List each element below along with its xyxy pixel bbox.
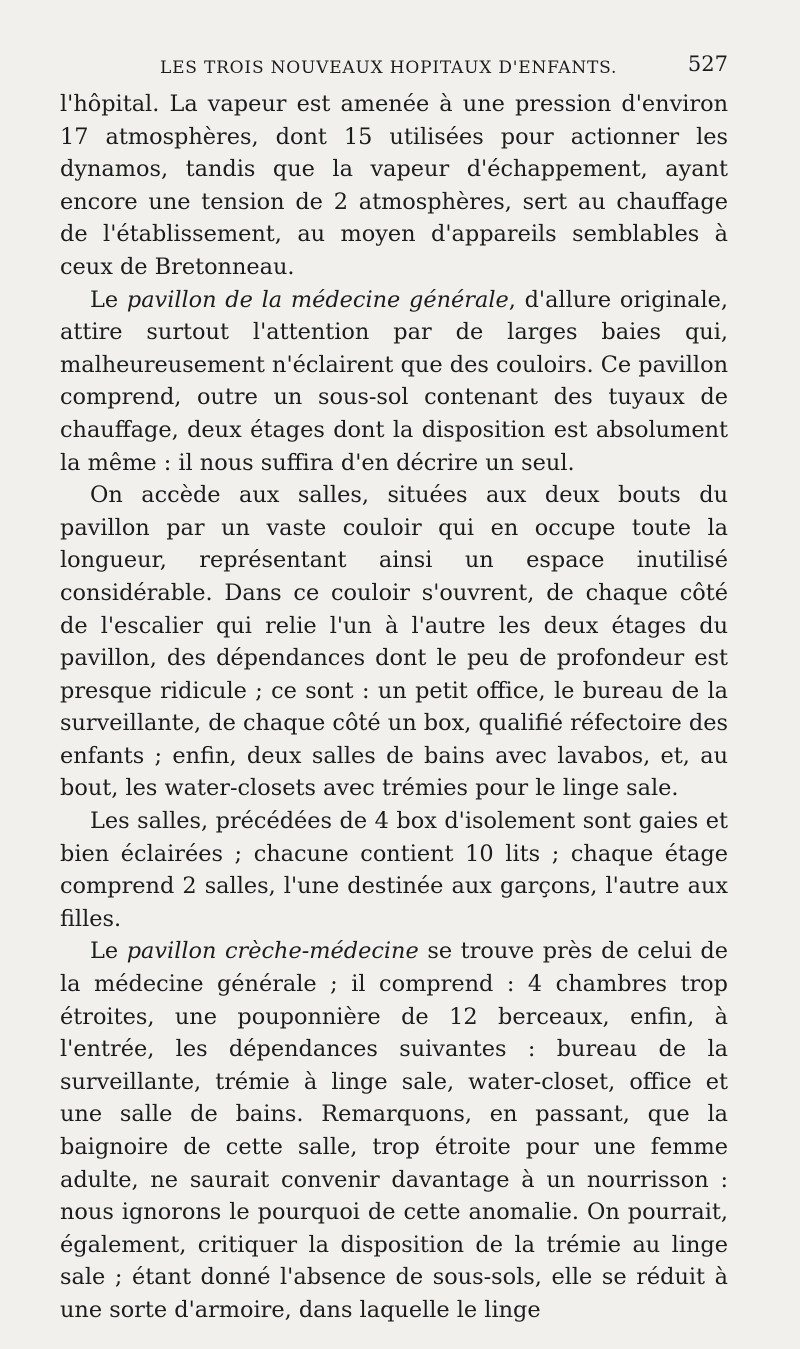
paragraph-general-medicine-pavilion [60,284,728,480]
paragraph-rest: , d'allure originale, attire surtout l'attention par de larges baies qui, malheureusement n'éclairent que des couloirs. Ce pavillon comprend, outre un sous-sol contenant des tuyaux de chauffage, deux étages dont la disposition est absolument la même : il nous suffira d'en décrire un seul. [60,286,728,476]
paragraph-creche-pavilion [60,935,728,1326]
paragraph-lead: Le [90,286,127,313]
paragraph-boiler-steam: l'hôpital. La vapeur est amenée à une pression d'environ 17 atmosphères, dont 15 utilisées pour actionner les dynamos, tandis que la vapeur d'échappement, ayant encore une tension de 2 atmosphères, sert au chauffage de l'établissement, au moyen d'appareils semblables à ceux de Bretonneau. [60,91,728,280]
pavilion-name-italic: pavillon de la médecine générale [126,286,509,313]
paragraph-corridor: On accède aux salles, situées aux deux bouts du pavillon par un vaste couloir qui en occupe toute la longueur, représentant ainsi un espace inutilisé considérable. Dans ce couloir s'ouvrent, de chaque côté de l'escalier qui relie l'un à l'autre les deux étages du pavillon, des dépendances dont le peu de profondeur est presque ridicule ; ce sont : un petit office, le bureau de la surveillante, de chaque côté un box, qualifié réfectoire des enfants ; enfin, deux salles de bains avec lavabos, et, au bout, les water-closets avec trémies pour le linge sale. [60,482,728,802]
paragraph-wards: Les salles, précédées de 4 box d'isolement sont gaies et bien éclairées ; chacune contient 10 lits ; chaque étage comprend 2 salles, l'une destinée aux garçons, l'autre aux filles. [60,808,728,932]
body-text [60,88,728,1327]
paragraph-rest: se trouve près de celui de la médecine générale ; il comprend : 4 chambres trop étroites, une pouponnière de 12 berceaux, enfin, à l'entrée, les dépendances suivantes : bureau de la surveillante, trémie à linge sale, water-closet, office et une salle de bains. Remarquons, en passant, que la baignoire de cette salle, trop étroite pour une femme adulte, ne saurait convenir davantage à un nourrisson : nous ignorons le pourquoi de cette anomalie. On pourrait, également, critiquer la disposition de la trémie au linge sale ; étant donné l'absence de sous-sols, elle se réduit à une sorte d'armoire, dans laquelle le linge [60,938,728,1323]
pavilion-name-italic: pavillon crèche-médecine [126,938,419,965]
running-head [60,48,728,88]
running-title: LES TROIS NOUVEAUX HOPITAUX D'ENFANTS. [160,58,618,78]
page-number: 527 [687,52,728,76]
paragraph-lead: Le [90,938,127,965]
